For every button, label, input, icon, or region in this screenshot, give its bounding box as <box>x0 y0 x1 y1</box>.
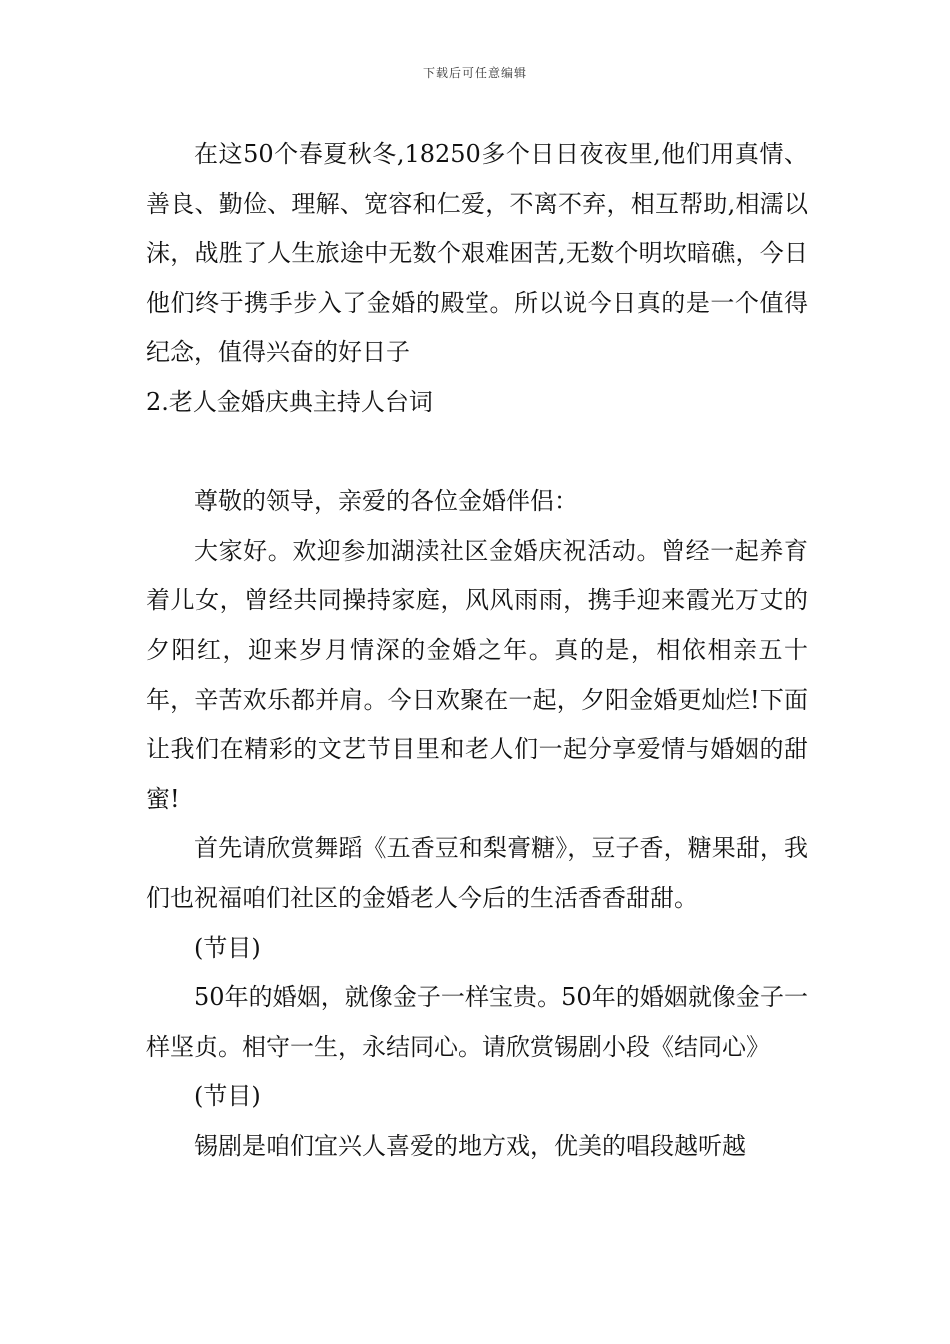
document-body <box>146 130 808 1171</box>
paragraph-salutation: 尊敬的领导，亲爱的各位金婚伴侣： <box>194 487 578 516</box>
paragraph-dance-intro: 首先请欣赏舞蹈《五香豆和梨膏糖》，豆子香，糖果甜，我们也祝福咱们社区的金婚老人今后的生活香香甜甜。 <box>146 834 808 912</box>
section-heading: 2.老人金婚庆典主持人台词 <box>146 387 433 416</box>
paragraph-intro: 在这50个春夏秋冬,18250多个日日夜夜里,他们用真情、善良、勤俭、理解、宽容和仁爱，不离不弃，相互帮助,相濡以沫，战胜了人生旅途中无数个艰难困苦,无数个明坎暗礁，今日他们终于携手步入了金婚的殿堂。所以说今日真的是一个值得纪念，值得兴奋的好日子 <box>146 140 808 367</box>
paragraph-opera-intro: 50年的婚姻，就像金子一样宝贵。50年的婚姻就像金子一样坚贞。相守一生，永结同心。请欣赏锡剧小段《结同心》 <box>146 983 808 1061</box>
page-header: 下载后可任意编辑 <box>422 66 527 80</box>
paragraph-program-marker-1: (节目) <box>194 933 261 962</box>
paragraph-welcome: 大家好。欢迎参加湖渎社区金婚庆祝活动。曾经一起养育着儿女，曾经共同操持家庭，风风雨雨，携手迎来霞光万丈的夕阳红，迎来岁月情深的金婚之年。真的是，相依相亲五十年，辛苦欢乐都并肩。今日欢聚在一起，夕阳金婚更灿烂!下面让我们在精彩的文艺节目里和老人们一起分享爱情与婚姻的甜蜜! <box>146 536 808 813</box>
blank-line <box>146 428 808 478</box>
paragraph-closing-partial: 锡剧是咱们宜兴人喜爱的地方戏，优美的唱段越听越 <box>194 1131 746 1160</box>
paragraph-program-marker-2: (节目) <box>194 1082 261 1111</box>
